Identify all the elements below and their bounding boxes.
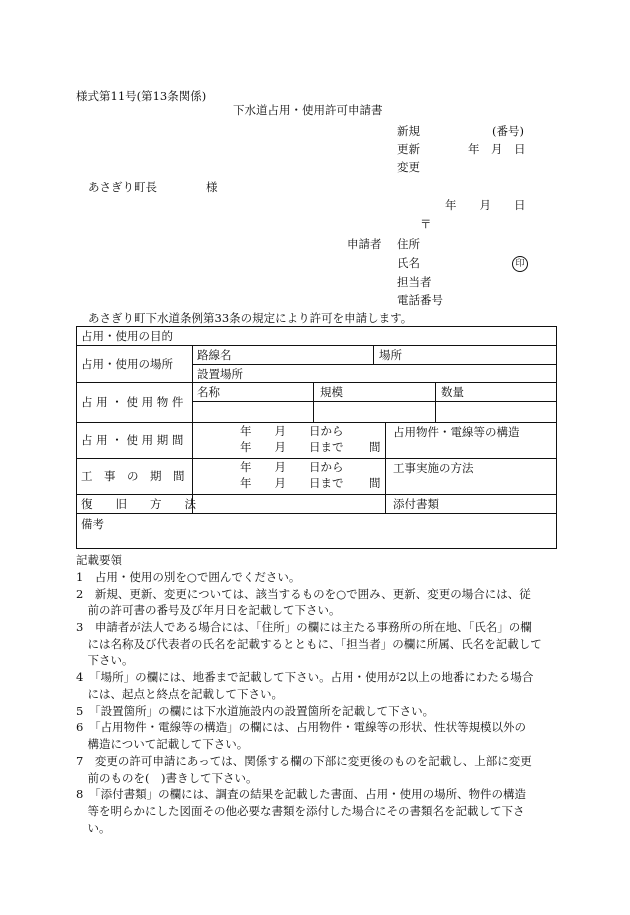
route-name-label: 路線名 <box>197 348 232 362</box>
type-number: (番号) <box>492 124 524 138</box>
addressee-suffix: 様 <box>206 180 218 194</box>
column-divider <box>313 382 314 422</box>
use-period-from: 年 月 日から <box>240 424 344 438</box>
note-line: 7 変更の許可申請にあっては、関係する欄の下部に変更後のものを記載し、上部に変更 <box>76 754 532 768</box>
note-line: には、起点と終点を記載して下さい。 <box>76 687 283 701</box>
scale-label: 規模 <box>320 385 343 399</box>
installation-place-label: 設置場所 <box>197 367 243 381</box>
column-divider <box>192 345 193 513</box>
use-period-days: 間 <box>369 440 381 454</box>
construction-period-days: 間 <box>369 476 381 490</box>
column-divider <box>435 382 436 422</box>
note-line: 下さい。 <box>76 653 134 667</box>
restoration-label: 復 旧 方 法 <box>81 497 196 511</box>
item-name-label: 名称 <box>197 385 220 399</box>
applicant-label: 申請者 <box>347 237 382 251</box>
row-divider <box>77 345 556 346</box>
note-line: 等を明らかにした図面その他必要な書類を添付した場合にその書類名を記載して下さ <box>76 804 525 818</box>
postal-mark: 〒 <box>420 217 432 231</box>
row-divider <box>77 494 556 495</box>
row-divider <box>77 458 556 459</box>
sub-row-divider <box>192 401 556 402</box>
construction-period-label: 工 事 の 期 間 <box>81 469 185 483</box>
note-line: 2 新規、更新、変更については、該当するものを○で囲み、更新、変更の場合には、従 <box>76 587 531 601</box>
row-divider <box>77 382 556 383</box>
location-label: 占用・使用の場所 <box>81 357 173 371</box>
purpose-label: 占用・使用の目的 <box>81 329 173 343</box>
type-renew-date: 年 月 日 <box>468 142 526 156</box>
note-line: 6 「占用物件・電線等の構造」の欄には、占用物件・電線等の形状、性状等規模以外の <box>76 720 527 734</box>
document-title: 下水道占用・使用許可申請書 <box>233 103 383 117</box>
applicant-phone-label: 電話番号 <box>397 293 443 307</box>
note-line: には名称及び代表者の氏名を記載するとともに、「担当者」の欄に所属、氏名を記載して <box>76 637 542 651</box>
row-divider <box>77 513 556 514</box>
sub-row-divider <box>192 364 556 365</box>
addressee: あさぎり町長 <box>88 180 157 194</box>
note-line: 1 占用・使用の別を○で囲んでください。 <box>76 570 301 584</box>
column-divider <box>373 345 374 364</box>
quantity-label: 数量 <box>441 385 464 399</box>
applicant-name-label: 氏名 <box>397 256 420 270</box>
preamble: あさぎり町下水道条例第33条の規定により許可を申請します。 <box>88 311 413 325</box>
objects-label: 占 用 ・ 使 用 物 件 <box>81 395 184 409</box>
form-number: 様式第11号(第13条関係) <box>76 89 207 103</box>
note-line: 前のものを( )書きして下さい。 <box>76 771 258 785</box>
applicant-contact-label: 担当者 <box>397 275 432 289</box>
place-label: 場所 <box>379 348 402 362</box>
note-line: い。 <box>76 821 111 835</box>
type-change: 変更 <box>397 160 420 174</box>
type-new: 新規 <box>397 124 420 138</box>
construction-period-to: 年 月 日まで <box>240 476 344 490</box>
note-line: 8 「添付書類」の欄には、調査の結果を記載した書面、占用・使用の場所、物件の構造 <box>76 787 527 801</box>
construction-period-from: 年 月 日から <box>240 460 344 474</box>
structure-label: 占用物件・電線等の構造 <box>393 425 520 439</box>
remarks-label: 備考 <box>81 517 104 531</box>
note-line: 前の許可書の番号及び年月日を記載して下さい。 <box>76 603 341 617</box>
seal-text: 印 <box>512 256 528 272</box>
application-form-table <box>76 326 557 549</box>
use-period-to: 年 月 日まで <box>240 440 344 454</box>
attachments-label: 添付書類 <box>393 497 439 511</box>
column-divider <box>385 422 386 513</box>
note-line: 3 申請者が法人である場合には、「住所」の欄には主たる事務所の所在地、「氏名」の欄 <box>76 620 532 634</box>
type-renew: 更新 <box>397 142 420 156</box>
seal-mark <box>512 255 528 272</box>
use-period-label: 占 用 ・ 使 用 期 間 <box>81 433 184 447</box>
row-divider <box>77 422 556 423</box>
note-line: 5 「設置箇所」の欄には下水道施設内の設置箇所を記載して下さい。 <box>76 704 435 718</box>
note-line: 4 「場所」の欄には、地番まで記載して下さい。占用・使用が2以上の地番にわたる場合 <box>76 670 534 684</box>
notes-heading: 記載要領 <box>76 553 122 567</box>
application-date: 年 月 日 <box>445 198 526 212</box>
note-line: 構造について記載して下さい。 <box>76 737 249 751</box>
construction-method-label: 工事実施の方法 <box>393 461 474 475</box>
applicant-address-label: 住所 <box>397 237 420 251</box>
